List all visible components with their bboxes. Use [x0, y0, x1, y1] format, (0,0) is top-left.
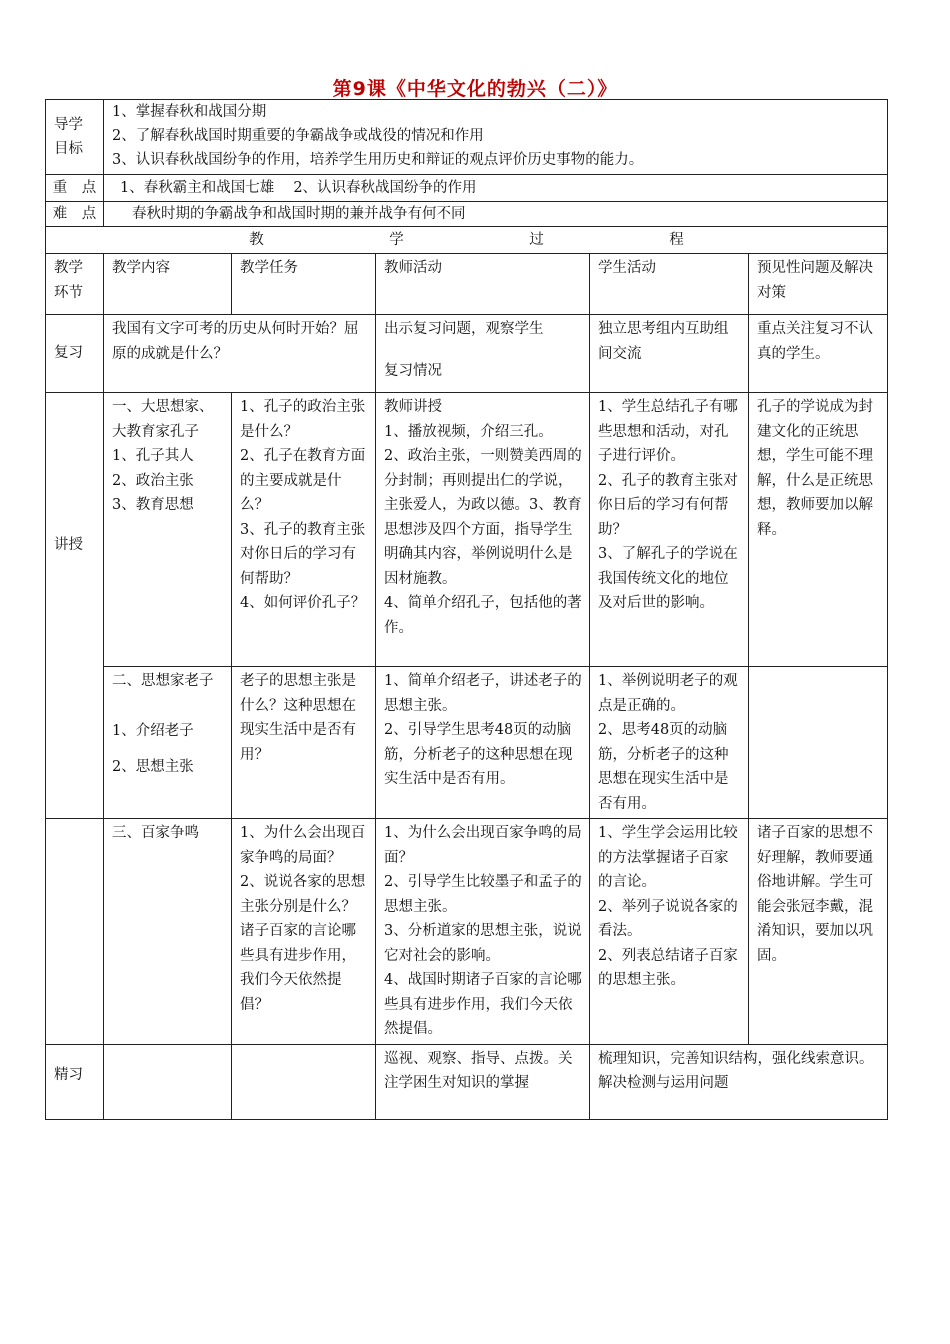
lecture1-task [232, 393, 376, 667]
part3-task [232, 819, 376, 1045]
process-title-char: 过 [529, 232, 544, 248]
key-points-label: 重 点 [46, 175, 104, 202]
review-student: 独立思考组内互助组间交流 [590, 315, 749, 393]
student-line: 3、了解孔子的学说在我国传统文化的地位及对后世的影响。 [598, 546, 738, 611]
header-task: 教学任务 [232, 254, 376, 315]
goal-item: 1、掌握春秋和战国分期 [112, 104, 267, 120]
teacher-line: 教师讲授 [384, 399, 442, 415]
content-line: 1、孔子其人 [112, 448, 194, 464]
content-line: 2、政治主张 [112, 472, 194, 489]
student-line: 1、学生总结孔子有哪些思想和活动，对孔子进行评价。 [598, 399, 738, 464]
page-title: 第9课《中华文化的勃兴（二）》 [332, 78, 618, 100]
lecture-part2-row [46, 667, 888, 819]
difficulty-row [46, 202, 888, 227]
part3-teacher [376, 819, 590, 1045]
difficulty-text: 春秋时期的争霸战争和战国时期的兼并战争有何不同 [104, 202, 888, 227]
teacher-line: 3、分析道家的思想主张，说说它对社会的影响。 [384, 923, 582, 964]
lecture1-teacher [376, 393, 590, 667]
goals-label: 导学目标 [46, 100, 104, 175]
practice-task [232, 1044, 376, 1119]
goals-row [46, 100, 888, 175]
task-line: 2、孔子在教育方面的主要成就是什么？ [240, 448, 366, 513]
lecture2-teacher [376, 667, 590, 819]
task-line: 1、孔子的政治主张是什么？ [240, 399, 366, 440]
lecture2-content [104, 667, 232, 819]
review-teacher-line: 复习情况 [384, 362, 442, 379]
lecture-part1-row [46, 393, 888, 667]
task-line: 2、说说各家的思想主张分别是什么？诸子百家的言论哪些具有进步作用，我们今天依然提倡？ [240, 874, 366, 1013]
teacher-line: 2、政治主张，一则赞美西周的分封制；再则提出仁的学说，主张爱人，为政以德。3、教育思想涉及四个方面，指导学生明确其内容，举例说明什么是因材施教。 [384, 448, 582, 587]
practice-teacher: 巡视、观察、指导、点拨。关注学困生对知识的掌握 [376, 1044, 590, 1119]
part3-stage [46, 819, 104, 1045]
student-line: 2、思考48页的动脑筋，分析老子的这种思想在现实生活中是否有用。 [598, 722, 729, 812]
key-points-row [46, 175, 888, 202]
student-line: 1、学生学会运用比较的方法掌握诸子百家的言论。 [598, 825, 738, 890]
goal-item: 2、了解春秋战国时期重要的争霸战争或战役的情况和作用 [112, 128, 484, 144]
content-line: 一、大思想家、大教育家孔子 [112, 399, 214, 440]
content-line: 二、思想家老子 [112, 673, 214, 689]
part3-student [590, 819, 749, 1045]
header-solution: 预见性问题及解决对策 [749, 254, 888, 315]
header-teacher: 教师活动 [376, 254, 590, 315]
practice-row [46, 1044, 888, 1119]
review-stage: 复习 [46, 315, 104, 393]
process-title-char: 学 [389, 232, 404, 248]
key-points-text: 1、春秋霸主和战国七雄 2、认识春秋战国纷争的作用 [104, 175, 888, 202]
lesson-plan-table [45, 99, 888, 1120]
teacher-line: 4、简单介绍孔子，包括他的著作。 [384, 595, 582, 636]
review-content: 我国有文字可考的历史从何时开始？屈原的成就是什么？ [104, 315, 376, 393]
student-line: 1、举例说明老子的观点是正确的。 [598, 673, 738, 714]
lecture2-student [590, 667, 749, 819]
goal-item: 3、认识春秋战国纷争的作用，培养学生用历史和辩证的观点评价历史事物的能力。 [112, 152, 644, 168]
header-content: 教学内容 [104, 254, 232, 315]
task-line: 1、为什么会出现百家争鸣的局面？ [240, 825, 366, 866]
process-title-row [46, 227, 888, 254]
task-line: 3、孔子的教育主张对你日后的学习有何帮助？ [240, 521, 366, 587]
teacher-line: 4、战国时期诸子百家的言论哪些具有进步作用，我们今天依然提倡。 [384, 972, 582, 1037]
review-solution: 重点关注复习不认真的学生。 [749, 315, 888, 393]
review-teacher-line: 出示复习问题，观察学生 [384, 321, 544, 337]
part3-content: 三、百家争鸣 [104, 819, 232, 1045]
part3-solution: 诸子百家的思想不好理解，教师要通俗地讲解。学生可能会张冠李戴，混淆知识，要加以巩固。 [749, 819, 888, 1045]
lecture1-student [590, 393, 749, 667]
practice-content [104, 1044, 232, 1119]
content-line: 1、介绍老子 [112, 723, 194, 739]
student-line: 2、列表总结诸子百家的思想主张。 [598, 947, 738, 988]
review-teacher [376, 315, 590, 393]
lecture2-task: 老子的思想主张是什么？这种思想在现实生活中是否有用？ [232, 667, 376, 819]
process-title-char: 教 [249, 232, 264, 248]
student-line: 2、孔子的教育主张对你日后的学习有何帮助？ [598, 472, 738, 538]
review-row [46, 315, 888, 393]
part3-row [46, 819, 888, 1045]
teacher-line: 1、简单介绍老子，讲述老子的思想主张。 [384, 673, 582, 714]
header-stage: 教学环节 [46, 254, 104, 315]
teacher-line: 1、播放视频，介绍三孔。 [384, 423, 553, 440]
lecture1-solution: 孔子的学说成为封建文化的正统思想，学生可能不理解，什么是正统思想，教师要加以解释。 [749, 393, 888, 667]
teacher-line: 1、为什么会出现百家争鸣的局面？ [384, 825, 582, 866]
teacher-line: 2、引导学生思考48页的动脑筋，分析老子的这种思想在现实生活中是否有用。 [384, 722, 573, 787]
header-student: 学生活动 [590, 254, 749, 315]
lecture-stage: 讲授 [46, 393, 104, 819]
difficulty-label: 难 点 [46, 202, 104, 227]
student-line: 2、举列子说说各家的看法。 [598, 898, 738, 939]
process-title [46, 227, 888, 254]
task-line: 4、如何评价孔子？ [240, 595, 366, 611]
practice-student: 梳理知识，完善知识结构，强化线索意识。解决检测与运用问题 [590, 1044, 888, 1119]
lecture1-content [104, 393, 232, 667]
goals-cell [104, 100, 888, 175]
teacher-line: 2、引导学生比较墨子和孟子的思想主张。 [384, 874, 582, 915]
process-title-char: 程 [669, 232, 684, 248]
content-line: 3、教育思想 [112, 497, 194, 513]
practice-stage: 精习 [46, 1044, 104, 1119]
lecture2-solution [749, 667, 888, 819]
header-row [46, 254, 888, 315]
content-line: 2、思想主张 [112, 759, 194, 775]
